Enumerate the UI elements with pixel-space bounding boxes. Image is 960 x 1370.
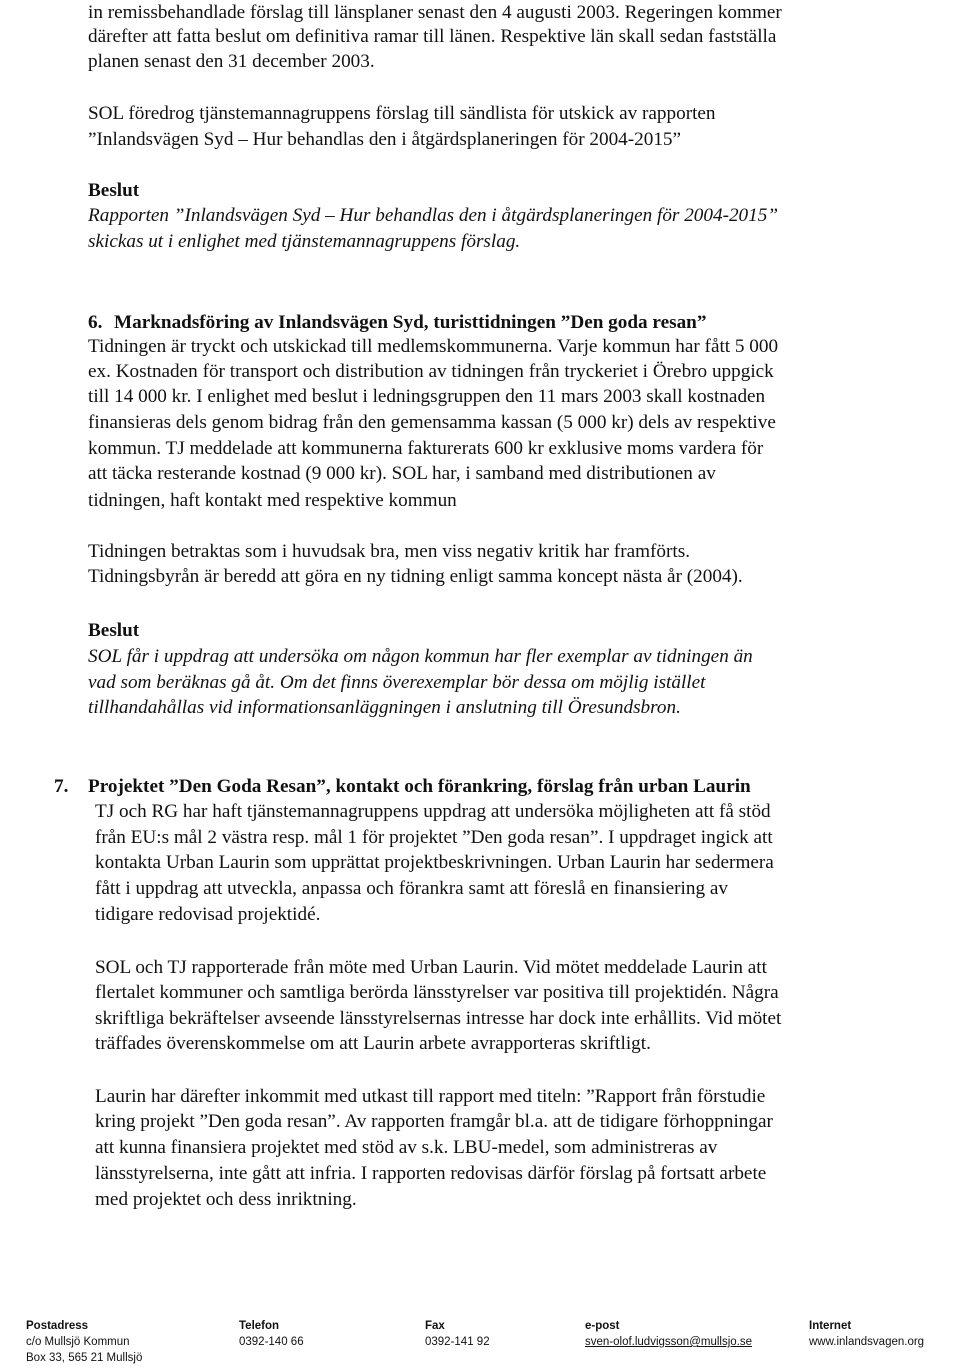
footer-fax — [425, 1318, 490, 1350]
item-6-line: tidningen, haft kontakt med respektive kommun — [88, 490, 457, 511]
item-6-line: till 14 000 kr. I enlighet med beslut i ledningsgruppen den 11 mars 2003 skall kostnaden — [88, 386, 766, 407]
footer-epost — [585, 1318, 752, 1350]
website-link[interactable]: www.inlandsvagen.org — [809, 1336, 925, 1348]
beslut-line: SOL får i uppdrag att undersöka om någon kommun har fler exemplar av tidningen än — [88, 646, 753, 667]
sol-para-line: ”Inlandsvägen Syd – Hur behandlas den i åtgärdsplaneringen för 2004-2015” — [88, 129, 682, 150]
footer-value: 0392-140 66 — [239, 1336, 304, 1348]
intro-line: in remissbehandlade förslag till länsplaner senast den 4 augusti 2003. Regeringen kommer — [88, 2, 782, 23]
item-6-line: kommun. TJ meddelade att kommunerna fakturerats 600 kr exklusive moms vardera för — [88, 438, 764, 459]
beslut-heading: Beslut — [88, 180, 140, 201]
item-7-line: SOL och TJ rapporterade från möte med Urban Laurin. Vid mötet meddelade Laurin att — [95, 957, 767, 978]
item-7-line: träffades överenskommelse om att Laurin arbete avrapporteras skriftligt. — [95, 1033, 651, 1054]
footer-internet — [809, 1318, 924, 1350]
item-7-line: kring projekt ”Den goda resan”. Av rapporten framgår bl.a. att de tidigare förhoppningar — [95, 1111, 773, 1132]
footer-telefon — [239, 1318, 304, 1350]
footer-label: Postadress — [26, 1320, 89, 1332]
item-6-line: Tidningen är tryckt och utskickad till medlemskommunerna. Varje kommun har fått 5 000 — [88, 336, 779, 357]
item-6-number: 6. — [88, 312, 103, 333]
item-7-title: Projektet ”Den Goda Resan”, kontakt och förankring, förslag från urban Laurin — [88, 776, 751, 797]
item-6-line: finansieras dels genom bidrag från den gemensamma kassan (5 000 kr) dels av respektive — [88, 412, 776, 433]
page-footer — [0, 1318, 960, 1370]
item-6-line: att täcka resterande kostnad (9 000 kr). SOL har, i samband med distributionen av — [88, 463, 716, 484]
footer-label: Internet — [809, 1320, 852, 1332]
footer-label: Telefon — [239, 1320, 280, 1332]
footer-value: c/o Mullsjö Kommun — [26, 1336, 130, 1348]
item-6-line: ex. Kostnaden för transport och distribution av tidningen från tryckeriet i Örebro uppgick — [88, 361, 774, 382]
email-link[interactable]: sven-olof.ludvigsson@mullsjo.se — [585, 1336, 752, 1348]
item-7-line: från EU:s mål 2 västra resp. mål 1 för projektet ”Den goda resan”. I uppdraget ingick att — [95, 827, 773, 848]
item-7-line: kontakta Urban Laurin som upprättat projektbeskrivningen. Urban Laurin har sedermera — [95, 852, 774, 873]
beslut-line: tillhandahållas vid informationsanläggningen i anslutning till Öresundsbron. — [88, 697, 681, 718]
item-6-line: Tidningsbyrån är beredd att göra en ny tidning enligt samma koncept nästa år (2004). — [88, 566, 743, 587]
item-7-line: länsstyrelserna, inte gått att infria. I rapporten redovisas därför förslag på fortsatt arbete — [95, 1163, 767, 1184]
footer-label: Fax — [425, 1320, 445, 1332]
beslut-heading: Beslut — [88, 620, 140, 641]
intro-line: därefter att fatta beslut om definitiva ramar till länen. Respektive län skall sedan fastställa — [88, 26, 777, 47]
footer-label: e-post — [585, 1320, 620, 1332]
footer-value: Box 33, 565 21 Mullsjö — [26, 1352, 143, 1364]
item-7-line: tidigare redovisad projektidé. — [95, 904, 321, 925]
item-7-line: med projektet och dess inriktning. — [95, 1189, 357, 1210]
sol-para-line: SOL föredrog tjänstemannagruppens förslag till sändlista för utskick av rapporten — [88, 103, 716, 124]
item-7-line: flertalet kommuner och samtliga berörda länsstyrelser var positiva till projektidén. Några — [95, 982, 779, 1003]
item-6-line: Tidningen betraktas som i huvudsak bra, men viss negativ kritik har framförts. — [88, 541, 690, 562]
footer-postadress — [26, 1318, 142, 1366]
item-7-line: skriftliga bekräftelser avseende länsstyrelsernas intresse har dock inte erhållits. Vid mötet — [95, 1008, 782, 1029]
beslut-line: vad som beräknas gå åt. Om det finns överexemplar bör dessa om möjlig istället — [88, 672, 706, 693]
intro-line: planen senast den 31 december 2003. — [88, 51, 375, 72]
item-6-title: Marknadsföring av Inlandsvägen Syd, turisttidningen ”Den goda resan” — [114, 312, 707, 333]
footer-value: 0392-141 92 — [425, 1336, 490, 1348]
item-7-number: 7. — [54, 776, 69, 797]
item-7-line: Laurin har därefter inkommit med utkast till rapport med titeln: ”Rapport från förstudie — [95, 1086, 766, 1107]
beslut-line: Rapporten ”Inlandsvägen Syd – Hur behandlas den i åtgärdsplaneringen för 2004-2015” — [88, 205, 778, 226]
beslut-line: skickas ut i enlighet med tjänstemannagruppens förslag. — [88, 231, 521, 252]
item-7-line: fått i uppdrag att utveckla, anpassa och förankra samt att föreslå en finansiering av — [95, 878, 728, 899]
item-7-line: TJ och RG har haft tjänstemannagruppens uppdrag att undersöka möjligheten att få stöd — [95, 801, 771, 822]
item-7-line: att kunna finansiera projektet med stöd av s.k. LBU-medel, som administreras av — [95, 1137, 718, 1158]
